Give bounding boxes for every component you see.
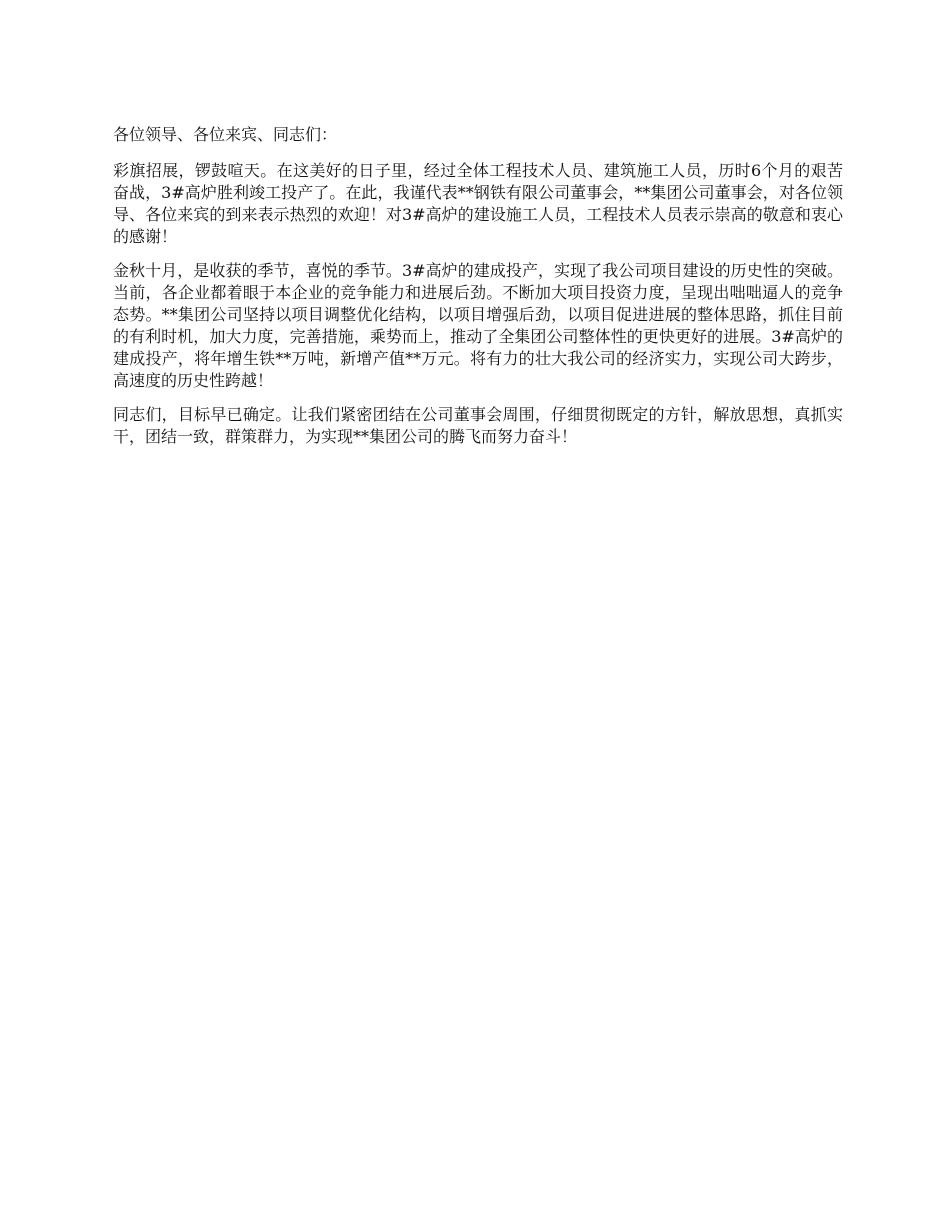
document-page	[113, 124, 843, 460]
paragraph-closing: 同志们，目标早已确定。让我们紧密团结在公司董事会周围，仔细贯彻既定的方针，解放思想，真抓实干，团结一致，群策群力，为实现**集团公司的腾飞而努力奋斗！	[113, 405, 843, 446]
paragraph-opening: 彩旗招展，锣鼓喧天。在这美好的日子里，经过全体工程技术人员、建筑施工人员，历时6个月的艰苦奋战，3#高炉胜利竣工投产了。在此，我谨代表**钢铁有限公司董事会，**集团公司董事会，对各位领导、各位来宾的到来表示热烈的欢迎！对3#高炉的建设施工人员，工程技术人员表示崇高的敬意和衷心的感谢！	[113, 161, 843, 246]
salutation: 各位领导、各位来宾、同志们：	[113, 125, 338, 144]
paragraph-achievement: 金秋十月，是收获的季节，喜悦的季节。3#高炉的建成投产，实现了我公司项目建设的历史性的突破。当前，各企业都着眼于本企业的竞争能力和进展后劲。不断加大项目投资力度，呈现出咄咄逼人的竞争态势。**集团公司坚持以项目调整优化结构，以项目增强后劲，以项目促进进展的整体思路，抓住目前的有利时机，加大力度，完善措施，乘势而上，推动了全集团公司整体性的更快更好的进展。3#高炉的建成投产，将年增生铁**万吨，新增产值**万元。将有力的壮大我公司的经济实力，实现公司大跨步，高速度的历史性跨越！	[113, 261, 843, 390]
